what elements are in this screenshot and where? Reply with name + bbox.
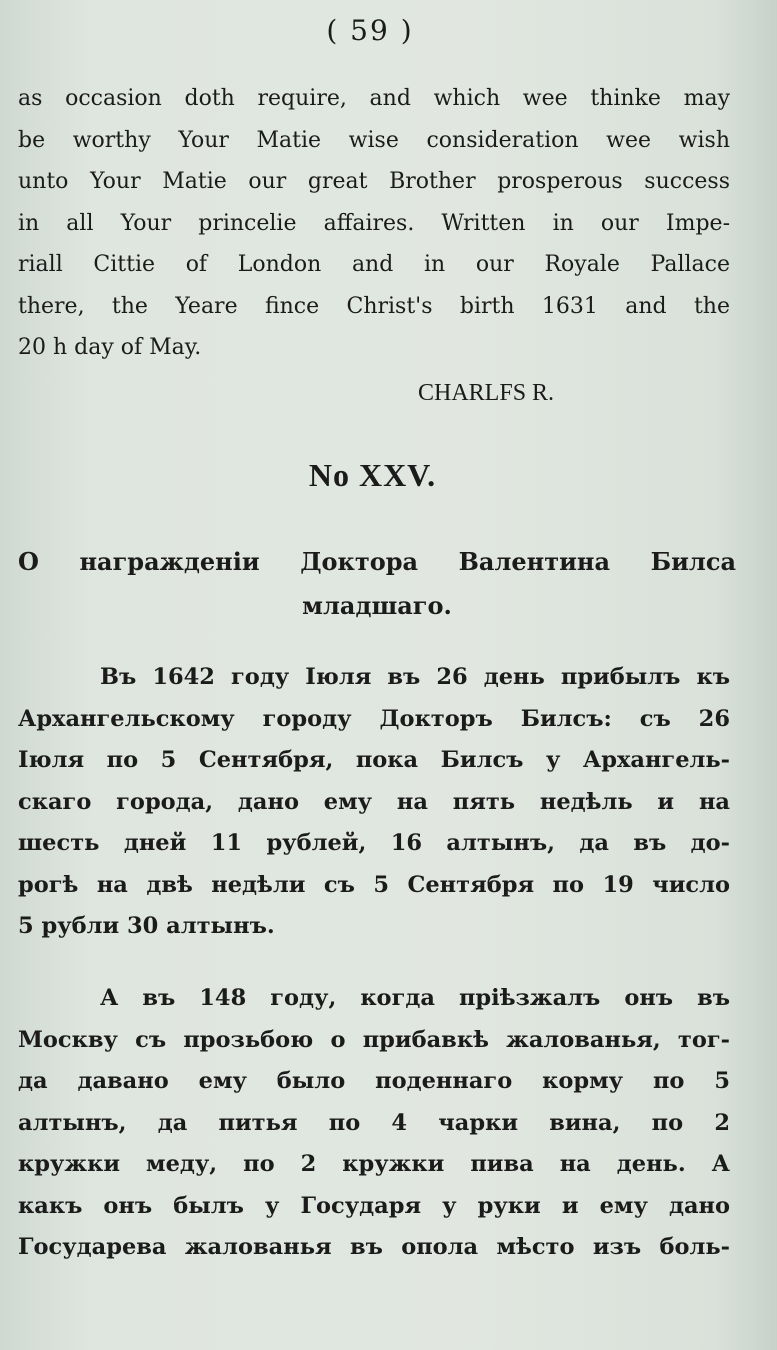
text-line: какъ онъ былъ у Государя у руки и ему дано [18,1192,730,1219]
text-line: Москву съ прозьбою о прибавкѣ жалованья, тог- [18,1026,730,1053]
text-line: А въ 148 году, когда пріѣзжалъ онъ въ [100,985,730,1011]
text-line: рогѣ на двѣ недѣли съ 5 Сентября по 19 число [18,871,730,898]
text-line: Іюля по 5 Сентября, пока Билсъ у Архангель- [18,747,730,773]
heading-line: младшаго. [302,591,452,620]
text-line: 5 рубли 30 алтынъ. [18,913,275,939]
text-line: riall Cittie of London and in our Royale Pallace [18,252,730,277]
text-line: in all Your princelie affaires. Written in our Impe- [18,210,730,236]
page-number: ( 59 ) [326,14,414,47]
text-line: as occasion doth require, and which wee thinke may [18,86,730,111]
text-line: there, the Yeare fince Christ's birth 1631 and the [18,293,730,319]
heading-line: О награжденіи Доктора Валентина Билса [18,547,736,576]
text-line: Архангельскому городу Докторъ Билсъ: съ 26 [18,705,730,732]
paragraph-2 [18,978,730,1269]
document-number: No XXV. [308,457,437,493]
text-line: unto Your Matie our great Brother prosperous success [18,169,730,194]
text-line: алтынъ, да питья по 4 чарки вина, по 2 [18,1109,730,1136]
text-line: да давано ему было поденнаго корму по 5 [18,1068,730,1094]
text-line: Государева жалованья въ опола мѣсто изъ боль- [18,1234,730,1260]
text-line: 20 h day of May. [18,335,202,360]
section-heading [18,540,736,628]
text-line: be worthy Your Matie wise consideration wee wish [18,127,730,153]
text-line: шесть дней 11 рублей, 16 алтынъ, да въ до- [18,830,730,856]
paragraph-1 [18,657,730,948]
signature: CHARLFS R. [418,380,555,406]
text-line: Въ 1642 году Іюля въ 26 день прибылъ къ [100,664,730,690]
text-line: кружки меду, по 2 кружки пива на день. А [18,1151,730,1177]
english-letter-text [18,78,730,369]
text-line: скаго города, дано ему на пять недѣль и на [18,788,730,815]
